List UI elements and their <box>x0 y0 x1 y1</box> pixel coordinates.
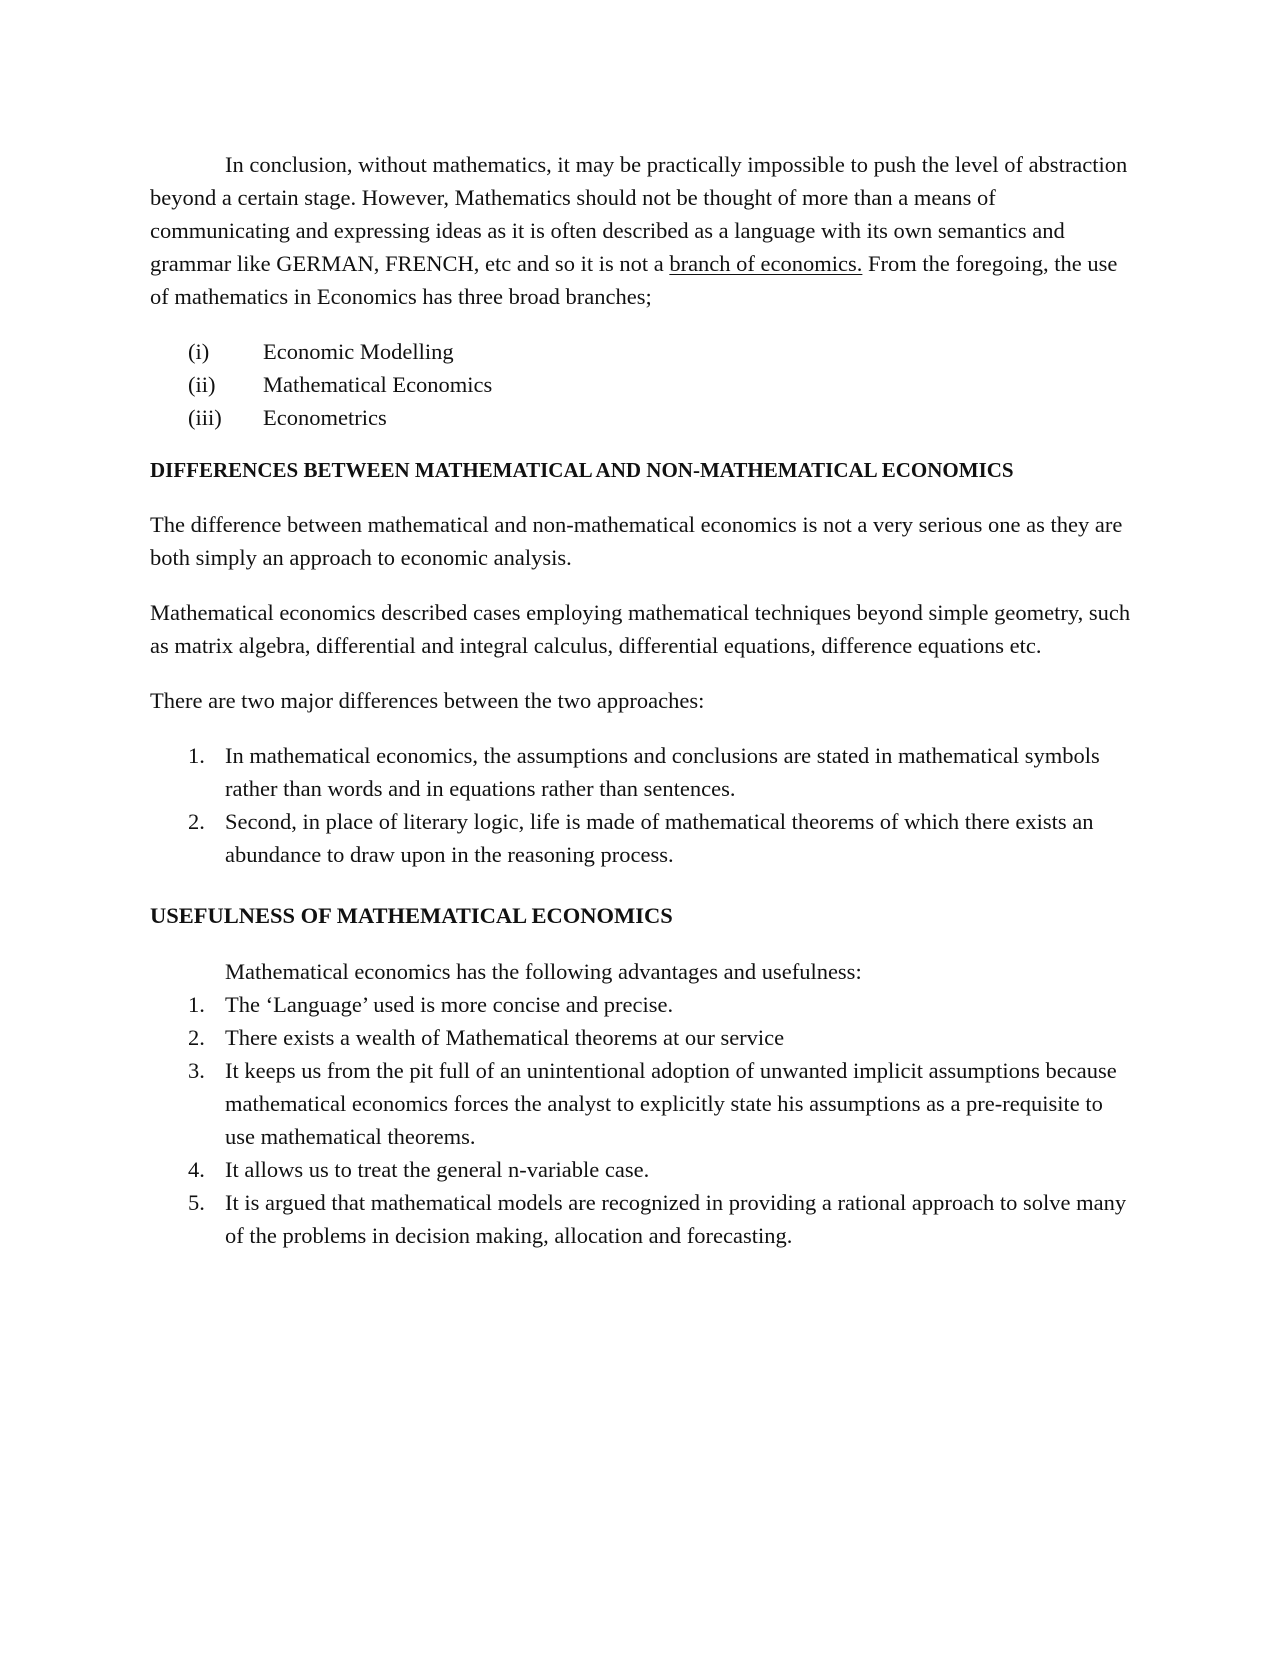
list-item-text: It allows us to treat the general n-variable case. <box>225 1157 650 1182</box>
differences-paragraph-1: The difference between mathematical and non-mathematical economics is not a very serious one as they are both simply an approach to economic analysis. <box>150 512 1123 570</box>
list-item <box>150 1153 1135 1186</box>
list-item-text: Second, in place of literary logic, life is made of mathematical theorems of which there exists an abundance to draw upon in the reasoning process. <box>225 809 1094 867</box>
usefulness-heading: USEFULNESS OF MATHEMATICAL ECONOMICS <box>150 903 673 928</box>
list-item-text: Economic Modelling <box>263 339 454 364</box>
list-marker: 1. <box>188 743 205 768</box>
branches-list <box>150 335 1135 434</box>
list-item <box>150 1021 1135 1054</box>
differences-heading: DIFFERENCES BETWEEN MATHEMATICAL AND NON-MATHEMATICAL ECONOMICS <box>150 458 1014 482</box>
branch-of-economics-link[interactable]: branch of economics. <box>669 251 863 276</box>
list-marker: 3. <box>188 1058 205 1083</box>
list-item-text: Mathematical Economics <box>263 372 493 397</box>
differences-list <box>150 739 1135 871</box>
list-marker: 4. <box>188 1157 205 1182</box>
list-marker: (iii) <box>188 405 222 430</box>
list-item <box>150 805 1135 871</box>
usefulness-intro: Mathematical economics has the following advantages and usefulness: <box>225 959 862 984</box>
usefulness-list <box>150 988 1135 1252</box>
list-item <box>150 739 1135 805</box>
list-marker: 2. <box>188 1025 205 1050</box>
list-marker: 1. <box>188 992 205 1017</box>
list-item-text: Econometrics <box>263 405 387 430</box>
list-marker: (i) <box>188 339 210 364</box>
list-marker: 2. <box>188 809 205 834</box>
document-page <box>150 148 1135 1252</box>
list-item <box>150 401 1135 434</box>
list-item-text: The ‘Language’ used is more concise and precise. <box>225 992 674 1017</box>
intro-text-continued: From the foregoing, the use of mathematics in Economics has three broad branches; <box>150 251 1118 309</box>
list-item <box>150 988 1135 1021</box>
list-marker: 5. <box>188 1190 205 1215</box>
list-item <box>150 335 1135 368</box>
list-item-text: It is argued that mathematical models are recognized in providing a rational approach to solve many of the problems in decision making, allocation and forecasting. <box>225 1190 1127 1248</box>
list-item <box>150 1186 1135 1252</box>
intro-text: In conclusion, without mathematics, it may be practically impossible to push the level of abstraction beyond a certain stage. However, Mathematics should not be thought of more than a means of communicating and expressing ideas as it is often described as a language with its own semantics and grammar like GERMAN, FRENCH, etc and so it is not a <box>150 152 1128 276</box>
list-item-text: There exists a wealth of Mathematical theorems at our service <box>225 1025 785 1050</box>
list-item-text: In mathematical economics, the assumptions and conclusions are stated in mathematical symbols rather than words and in equations rather than sentences. <box>225 743 1100 801</box>
list-item-text: It keeps us from the pit full of an unintentional adoption of unwanted implicit assumptions because mathematical economics forces the analyst to explicitly state his assumptions as a pre-requisite to use mathematical theorems. <box>225 1058 1117 1149</box>
differences-paragraph-2: Mathematical economics described cases employing mathematical techniques beyond simple geometry, such as matrix algebra, differential and integral calculus, differential equations, difference equations etc. <box>150 600 1131 658</box>
differences-paragraph-3: There are two major differences between the two approaches: <box>150 688 705 713</box>
list-marker: (ii) <box>188 372 216 397</box>
list-item <box>150 1054 1135 1153</box>
intro-paragraph <box>150 148 1135 313</box>
list-item <box>150 368 1135 401</box>
